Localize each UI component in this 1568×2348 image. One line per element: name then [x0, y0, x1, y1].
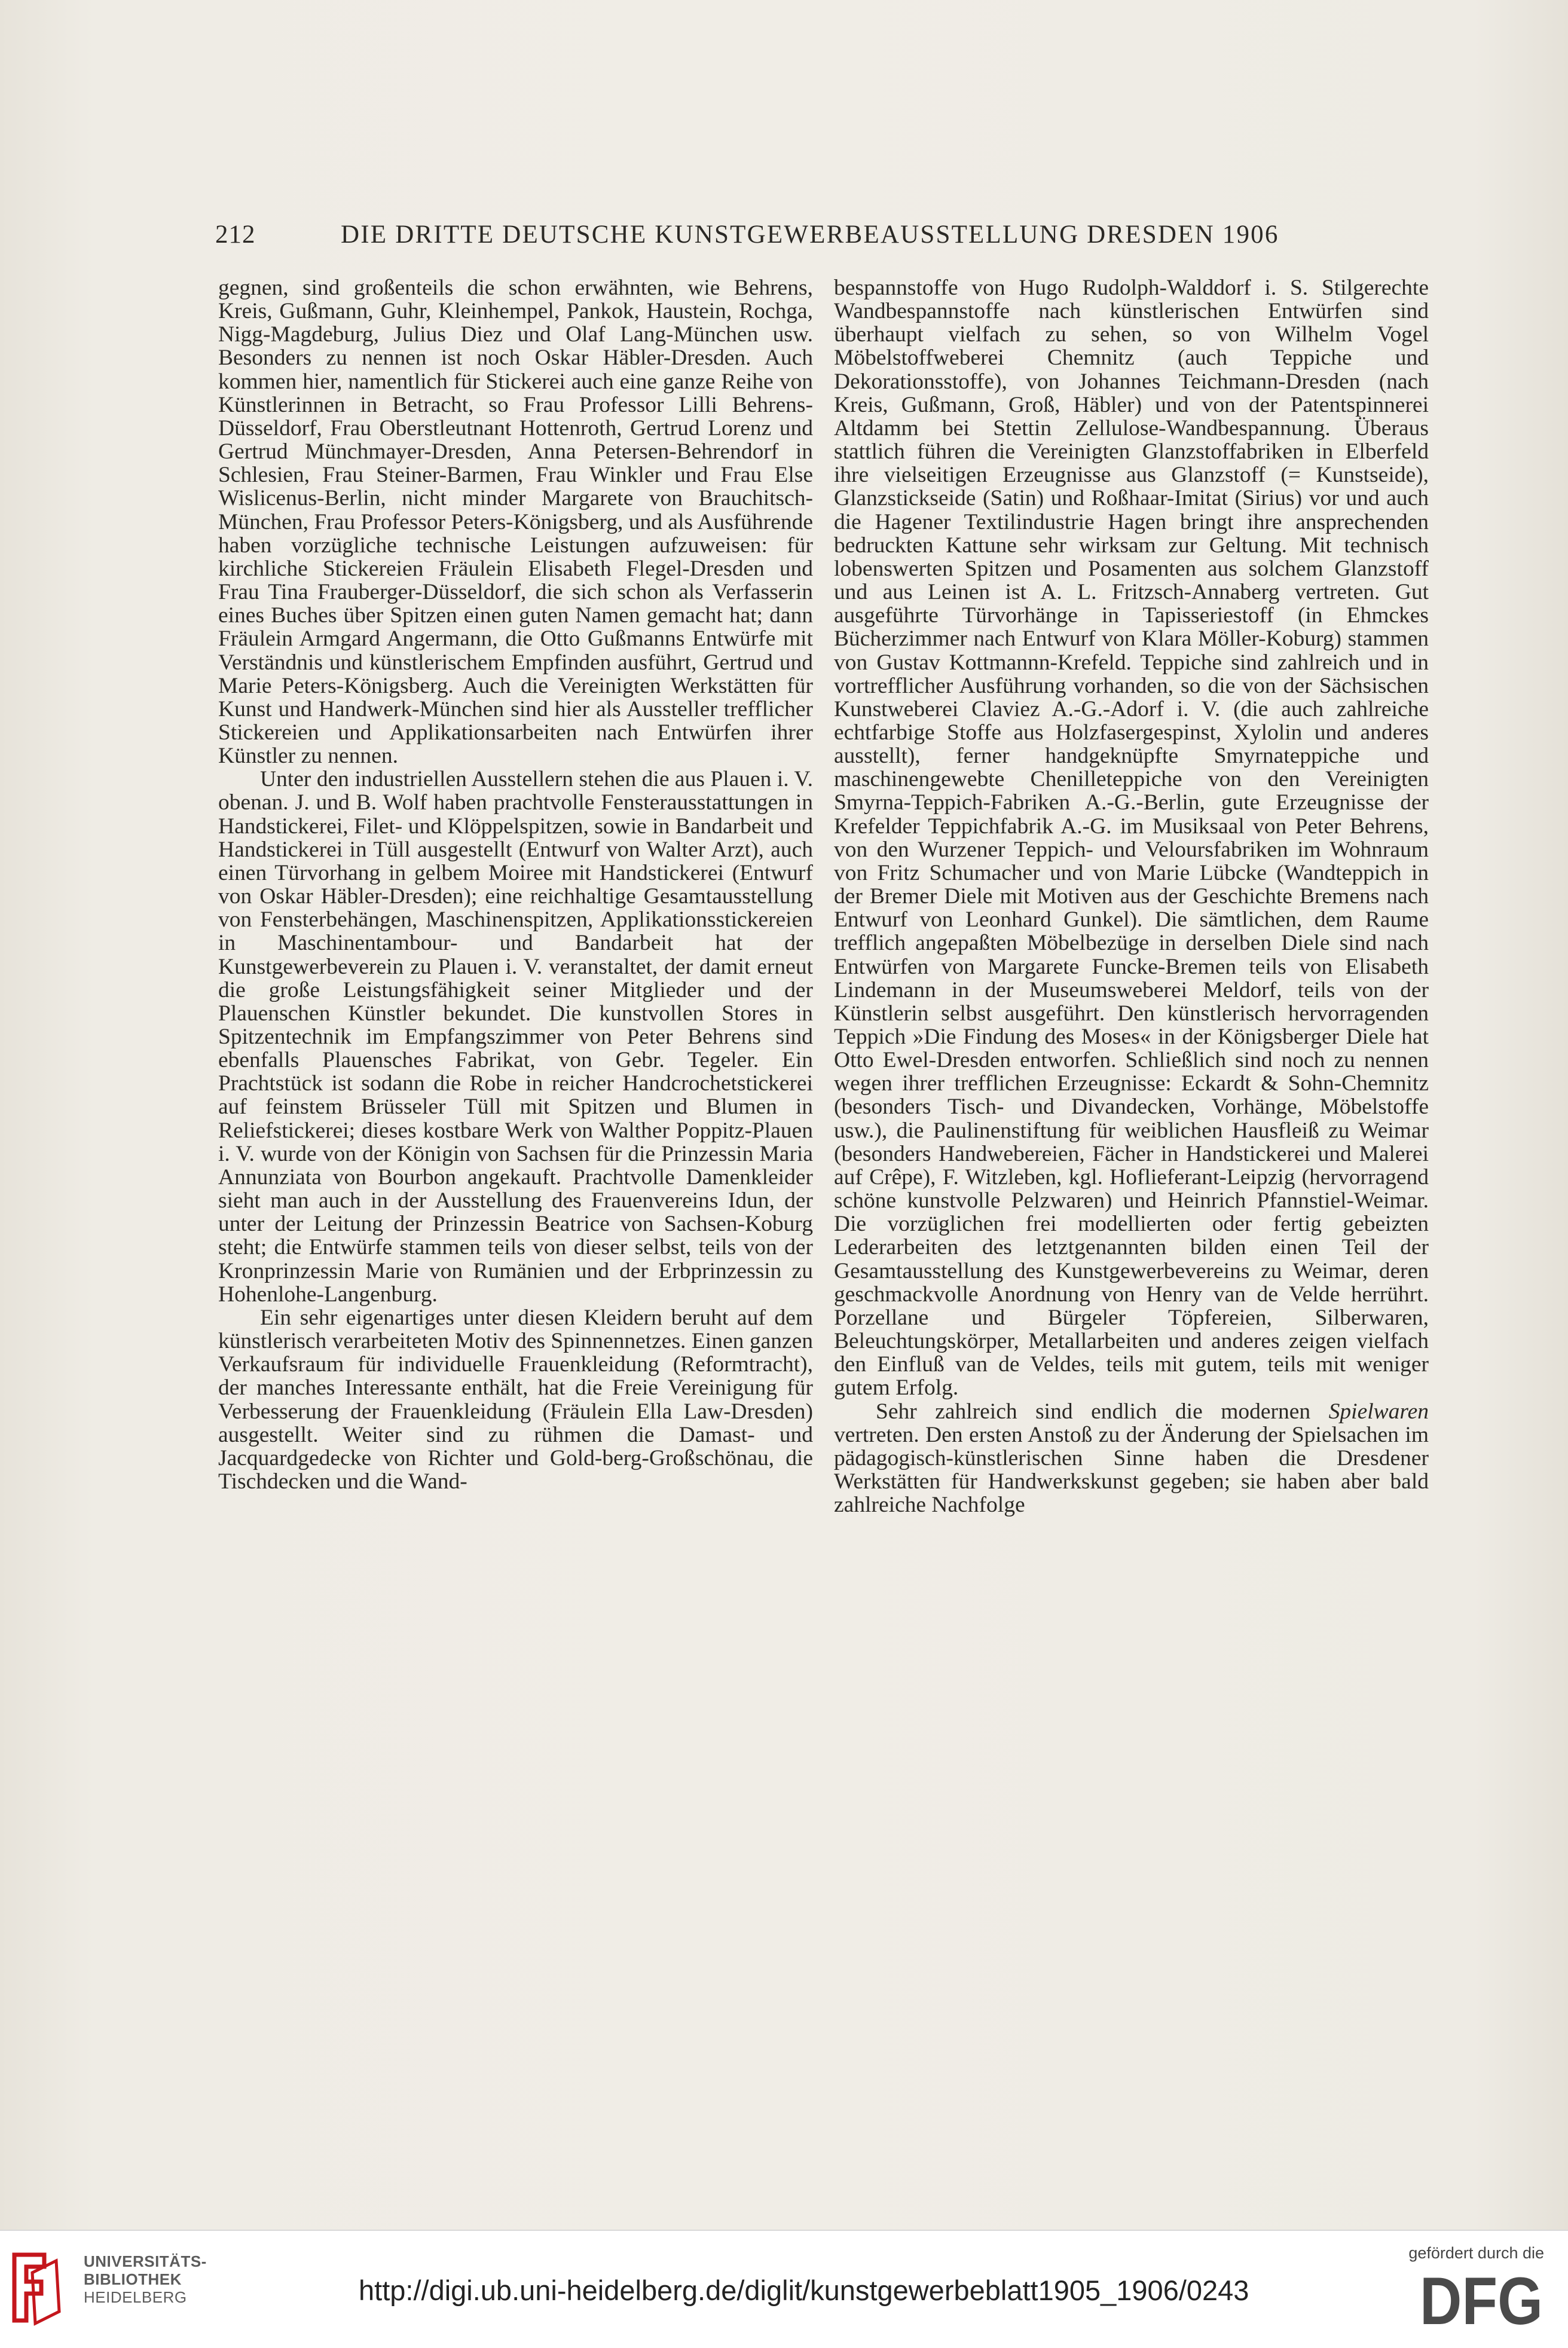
digitization-footer — [0, 2230, 1568, 2348]
right-paragraph-2-start: Sehr zahlreich sind endlich die modernen — [876, 1399, 1329, 1424]
page-number: 212 — [215, 221, 256, 249]
running-head — [215, 220, 1291, 256]
left-paragraph-1: gegnen, sind großenteils die schon erwähnten, wie Behrens, Kreis, Gußmann, Guhr, Kleinhempel, Pankok, Haustein, Rochga, Nigg-Magdeburg, Julius Diez und Olaf Lang-München usw. Besonders zu nennen ist noch Oskar Häbler-Dresden. Auch kommen hier, namentlich für Stickerei auch eine ganze Reihe von Künstlerinnen in Betracht, so Frau Professor Lilli Behrens-Düsseldorf, Frau Oberstleutnant Hottenroth, Gertrud Lorenz und Gertrud Münchmayer-Dresden, Anna Petersen-Behrendorf in Schlesien, Frau Steiner-Barmen, Frau Winkler und Frau Else Wislicenus-Berlin, nicht minder Margarete von Brauchitsch-München, Frau Professor Peters-Königsberg, und als Ausführende haben vorzügliche technische Leistungen aufzuweisen: für kirchliche Stickereien Fräulein Elisabeth Flegel-Dresden und Frau Tina Frauberger-Düsseldorf, die sich schon als Verfasserin eines Buches über Spitzen einen guten Namen gemacht hat; dann Fräulein Armgard Angermann, die Otto Gußmanns Entwürfe mit Verständnis und künstlerischem Empfinden ausführt, Gertrud und Marie Peters-Königsberg. Auch die Vereinigten Werkstätten für Kunst und Handwerk-München sind hier als Aussteller trefflicher Stickereien und Applikationsarbeiten nach Entwürfen ihrer Künstler zu nennen. — [218, 276, 813, 769]
right-paragraph-1: bespannstoffe von Hugo Rudolph-Walddorf i. S. Stilgerechte Wandbespannstoffe nach künstlerischen Entwürfen sind überhaupt vielfach zu sehen, so von Wilhelm Vogel Möbelstoffweberei Chemnitz (auch Teppiche und Dekorationsstoffe), von Johannes Teichmann-Dresden (nach Kreis, Gußmann, Groß, Häbler) und von der Patentspinnerei Altdamm bei Stettin Zellulose-Wandbespannung. Überaus stattlich führen die Vereinigten Glanzstoffabriken in Elberfeld ihre vielseitigen Erzeugnisse aus Glanzstoff (= Kunstseide), Glanzstickseide (Satin) und Roßhaar-Imitat (Sirius) vor und auch die Hagener Textilindustrie Hagen bringt ihre ansprechenden bedruckten Kattune sehr wirksam zur Geltung. Mit technisch lobenswerten Spitzen und Posamenten aus solchem Glanzstoff und aus Leinen ist A. L. Fritzsch-Annaberg vertreten. Gut ausgeführte Türvorhänge in Tapisseriestoff (in Ehmckes Bücherzimmer nach Entwurf von Klara Möller-Koburg) stammen von Gustav Kottmannn-Krefeld. Teppiche sind zahlreich und in vortrefflicher Ausführung vorhanden, so die von der Sächsischen Kunstweberei Claviez A.-G.-Adorf i. V. (die auch zahlreiche echtfarbige Stoffe aus Holzfasergespinst, Xylolin und anderes ausstellt), ferner handgeknüpfte Smyrnateppiche und maschinengewebte Chenilleteppiche von den Vereinigten Smyrna-Teppich-Fabriken A.-G.-Berlin, gute Erzeugnisse der Krefelder Teppichfabrik A.-G. im Musiksaal von Peter Behrens, von den Wurzener Teppich- und Veloursfabriken im Wohnraum von Fritz Schumacher und von Marie Lübcke (Wandteppich in der Bremer Diele mit Motiven aus der Geschichte Bremens nach Entwurf von Leonhard Gunkel). Die sämtlichen, dem Raume trefflich angepaßten Möbelbezüge in derselben Diele sind nach Entwürfen von Margarete Funcke-Bremen teils von Elisabeth Lindemann in der Museumsweberei Meldorf, teils von der Künstlerin selbst ausgeführt. Den künstlerisch hervorragenden Teppich »Die Findung des Moses« in der Königsberger Diele hat Otto Ewel-Dresden entworfen. Schließlich sind noch zu nennen wegen ihrer trefflichen Erzeugnisse: Eckardt & Sohn-Chemnitz (besonders Tisch- und Divandecken, Vorhänge, Möbelstoffe usw.), die Paulinenstiftung für weiblichen Hausfleiß zu Weimar (besonders Handwebereien, Fächer in Handstickerei und Malerei auf Crêpe), F. Witzleben, kgl. Hoflieferant-Leipzig (hervorragend schöne kunstvolle Pelzwaren) und Heinrich Pfannstiel-Weimar. Die vorzüglichen frei modellierten oder fertig gebeizten Lederarbeiten des letztgenannten bilden einen Teil der Gesamtausstellung des Kunstgewerbevereins zu Weimar, deren geschmackvolle Anordnung von Henry van de Velde herrührt. Porzellane und Bürgeler Töpfereien, Silberwaren, Beleuchtungskörper, Metallarbeiten und anderes zeigen vielfach den Einfluß van de Veldes, teils mit gutem, teils mit weniger gutem Erfolg. — [834, 276, 1429, 1401]
university-library-logo-icon — [8, 2246, 68, 2329]
right-column — [834, 276, 1429, 1517]
dfg-logo-text: DFG — [1420, 2264, 1543, 2338]
page-header-title: DIE DRITTE DEUTSCHE KUNSTGEWERBEAUSSTELLUNG DRESDEN 1906 — [341, 221, 1279, 249]
spielwaren-emphasis: Spielwaren — [1328, 1399, 1429, 1424]
left-paragraph-2: Unter den industriellen Ausstellern stehen die aus Plauen i. V. obenan. J. und B. Wolf haben prachtvolle Fensterausstattungen in Handstickerei, Filet- und Klöppelspitzen, sowie in Bandarbeit und Handstickerei in Tüll ausgestellt (Entwurf von Walter Arzt), auch einen Türvorhang in gelbem Moiree mit Handstickerei (Entwurf von Oskar Häbler-Dresden); eine reichhaltige Gesamtausstellung von Fensterbehängen, Maschinenspitzen, Applikationsstickereien in Maschinentambour- und Bandarbeit hat der Kunstgewerbeverein zu Plauen i. V. veranstaltet, der damit erneut die große Leistungsfähigkeit seiner Mitglieder und der Plauenschen Künstler bekundet. Die kunstvollen Stores in Spitzentechnik im Empfangszimmer von Peter Behrens sind ebenfalls Plauensches Fabrikat, von Gebr. Tegeler. Ein Prachtstück ist sodann die Robe in reicher Handcrochetstickerei auf feinstem Brüsseler Tüll mit Spitzen und Blumen in Reliefstickerei; dieses kostbare Werk von Walther Poppitz-Plauen i. V. wurde von der Königin von Sachsen für die Prinzessin Maria Annunziata von Bourbon angekauft. Prachtvolle Damenkleider sieht man auch in der Ausstellung des Frauenvereins Idun, der unter der Leitung der Prinzessin Beatrice von Sachsen-Koburg steht; die Entwürfe stammen teils von dieser selbst, teils von der Kronprinzessin Marie von Rumänien und der Erbprinzessin zu Hohenlohe-Langenburg. — [218, 767, 813, 1307]
right-paragraph-2 — [834, 1400, 1429, 1517]
library-line-3: HEIDELBERG — [84, 2288, 187, 2306]
library-line-2: BIBLIOTHEK — [84, 2270, 182, 2288]
left-column — [218, 276, 813, 1493]
permalink-url[interactable]: http://digi.ub.uni-heidelberg.de/diglit/kunstgewerbeblatt1905_1906/0243 — [359, 2274, 1249, 2306]
university-library-name — [84, 2252, 207, 2306]
left-paragraph-3: Ein sehr eigenartiges unter diesen Kleidern beruht auf dem künstlerisch verarbeiteten Motiv des Spinnennetzes. Einen ganzen Verkaufsraum für individuelle Frauenkleidung (Reformtracht), der manches Interessante enthält, hat die Freie Vereinigung für Verbesserung der Frauenkleidung (Fräulein Ella Law-Dresden) ausgestellt. Weiter sind zu rühmen die Damast- und Jacquardgedecke von Richter und Gold-berg-Großschönau, die Tischdecken und die Wand- — [218, 1305, 813, 1494]
funder-label: gefördert durch die — [1408, 2244, 1544, 2262]
right-paragraph-2-rest: vertreten. Den ersten Anstoß zu der Änderung der Spielsachen im pädagogisch-künstlerischen Sinne haben die Dresdener Werkstätten für Handwerkskunst gegeben; sie haben aber bald zahlreiche Nachfolge — [834, 1422, 1429, 1518]
library-line-1: UNIVERSITÄTS- — [84, 2252, 207, 2270]
dfg-logo-icon — [1419, 2264, 1545, 2338]
